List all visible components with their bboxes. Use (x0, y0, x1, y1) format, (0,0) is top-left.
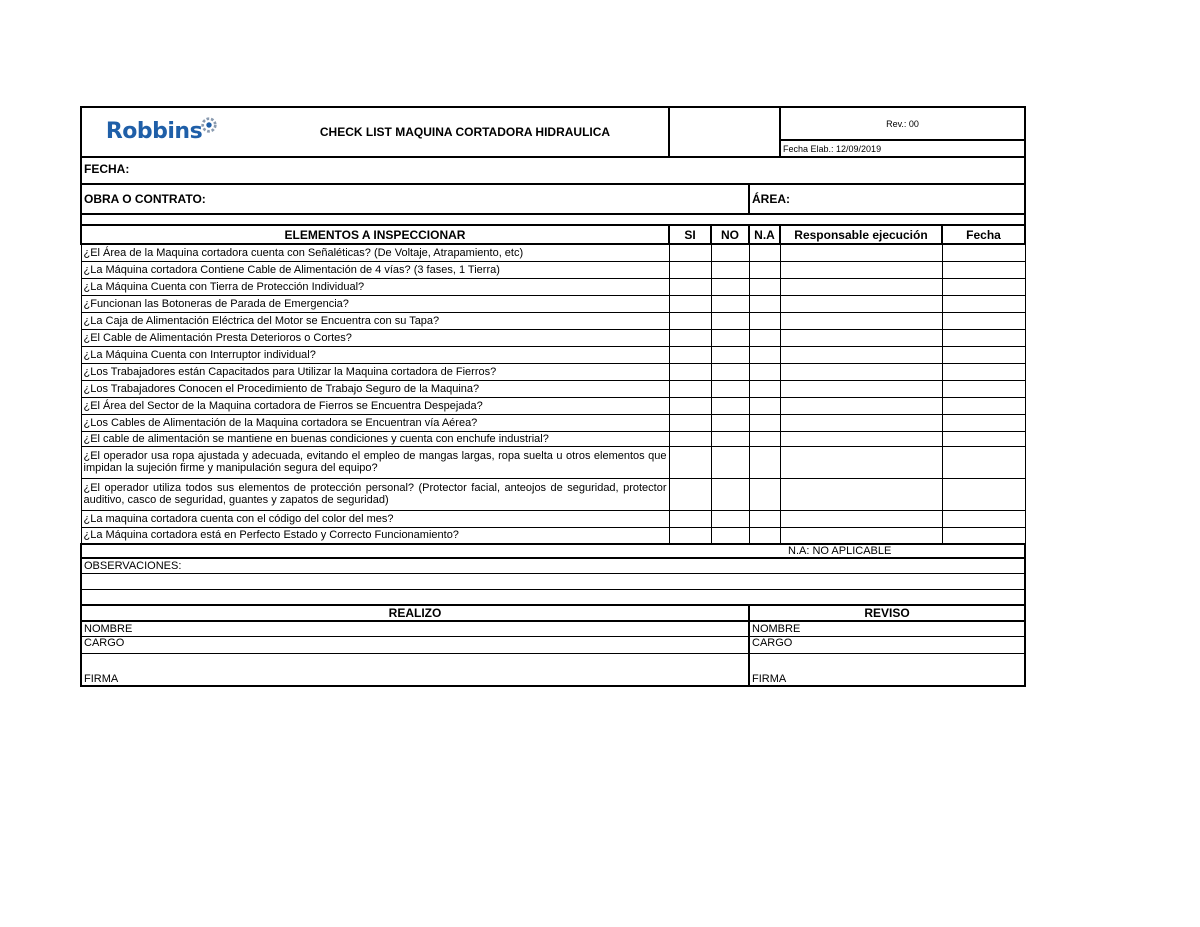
na-note: N.A: NO APLICABLE (780, 544, 1025, 558)
na-cell[interactable] (749, 446, 780, 478)
fecha-cell[interactable] (942, 446, 1025, 478)
na-cell[interactable] (749, 295, 780, 312)
realizo-cargo[interactable]: CARGO (81, 636, 749, 653)
item-question: ¿La Máquina Cuenta con Tierra de Protección Individual? (81, 278, 669, 295)
no-cell[interactable] (711, 346, 749, 363)
na-cell[interactable] (749, 380, 780, 397)
responsable-cell[interactable] (780, 363, 942, 380)
fecha-cell[interactable] (942, 380, 1025, 397)
si-cell[interactable] (669, 446, 711, 478)
item-question: ¿Funcionan las Botoneras de Parada de Emergencia? (81, 295, 669, 312)
fecha-elaboracion: Fecha Elab.: 12/09/2019 (780, 140, 1025, 157)
reviso-firma[interactable]: FIRMA (749, 653, 1025, 686)
col-elementos: ELEMENTOS A INSPECCIONAR (81, 225, 669, 244)
na-cell[interactable] (749, 278, 780, 295)
na-cell[interactable] (749, 414, 780, 431)
item-question: ¿La Máquina cortadora Contiene Cable de Alimentación de 4 vías? (3 fases, 1 Tierra) (81, 261, 669, 278)
na-cell[interactable] (749, 329, 780, 346)
item-question: ¿Los Cables de Alimentación de la Maquina cortadora se Encuentran vía Aérea? (81, 414, 669, 431)
item-question: ¿Los Trabajadores están Capacitados para Utilizar la Maquina cortadora de Fierros? (81, 363, 669, 380)
realizo-title: REALIZO (81, 605, 749, 621)
responsable-cell[interactable] (780, 510, 942, 527)
si-cell[interactable] (669, 312, 711, 329)
table-row (81, 329, 1025, 346)
si-cell[interactable] (669, 510, 711, 527)
obra-contrato-field[interactable]: OBRA O CONTRATO: (81, 184, 749, 214)
responsable-cell[interactable] (780, 261, 942, 278)
fecha-cell[interactable] (942, 527, 1025, 544)
responsable-cell[interactable] (780, 346, 942, 363)
item-question: ¿La Máquina Cuenta con Interruptor individual? (81, 346, 669, 363)
col-responsable: Responsable ejecución (780, 225, 942, 244)
no-cell[interactable] (711, 414, 749, 431)
fecha-cell[interactable] (942, 244, 1025, 261)
responsable-cell[interactable] (780, 397, 942, 414)
fecha-cell[interactable] (942, 295, 1025, 312)
responsable-cell[interactable] (780, 446, 942, 478)
na-cell[interactable] (749, 527, 780, 544)
si-cell[interactable] (669, 478, 711, 510)
no-cell[interactable] (711, 527, 749, 544)
col-fecha: Fecha (942, 225, 1025, 244)
revision-label: Rev.: 00 (780, 107, 1025, 140)
no-cell[interactable] (711, 380, 749, 397)
fecha-cell[interactable] (942, 363, 1025, 380)
no-cell[interactable] (711, 261, 749, 278)
table-row (81, 478, 1025, 510)
fecha-cell[interactable] (942, 261, 1025, 278)
table-row (81, 363, 1025, 380)
na-cell[interactable] (749, 431, 780, 446)
item-question: ¿Los Trabajadores Conocen el Procedimiento de Trabajo Seguro de la Maquina? (81, 380, 669, 397)
header-logo-title (81, 107, 669, 157)
responsable-cell[interactable] (780, 431, 942, 446)
na-cell[interactable] (749, 510, 780, 527)
table-row (81, 446, 1025, 478)
fecha-cell[interactable] (942, 312, 1025, 329)
table-row (81, 414, 1025, 431)
na-cell[interactable] (749, 312, 780, 329)
responsable-cell[interactable] (780, 244, 942, 261)
table-row (81, 346, 1025, 363)
si-cell[interactable] (669, 363, 711, 380)
fecha-cell[interactable] (942, 346, 1025, 363)
reviso-title: REVISO (749, 605, 1025, 621)
table-row (81, 295, 1025, 312)
si-cell[interactable] (669, 527, 711, 544)
responsable-cell[interactable] (780, 278, 942, 295)
no-cell[interactable] (711, 446, 749, 478)
page-title: CHECK LIST MAQUINA CORTADORA HIDRAULICA (319, 125, 611, 139)
no-cell[interactable] (711, 478, 749, 510)
table-row (81, 380, 1025, 397)
item-question: ¿El operador usa ropa ajustada y adecuada, evitando el empleo de mangas largas, ropa suelta u otros elementos que impidan la sujeción firme y manipulación segura del equipo? (81, 446, 669, 478)
table-row (81, 261, 1025, 278)
responsable-cell[interactable] (780, 478, 942, 510)
no-cell[interactable] (711, 431, 749, 446)
responsable-cell[interactable] (780, 380, 942, 397)
observaciones-label: OBSERVACIONES: (81, 558, 1025, 573)
checklist-table (80, 106, 1026, 687)
item-question: ¿El Área del Sector de la Maquina cortadora de Fierros se Encuentra Despejada? (81, 397, 669, 414)
na-note-spacer (81, 544, 780, 558)
brand-name: Robbins (105, 119, 203, 144)
fecha-cell[interactable] (942, 278, 1025, 295)
fecha-cell[interactable] (942, 431, 1025, 446)
si-cell[interactable] (669, 397, 711, 414)
fecha-cell[interactable] (942, 397, 1025, 414)
si-cell[interactable] (669, 431, 711, 446)
table-row (81, 312, 1025, 329)
no-cell[interactable] (711, 329, 749, 346)
fecha-field[interactable]: FECHA: (81, 157, 1025, 184)
si-cell[interactable] (669, 295, 711, 312)
col-na: N.A (749, 225, 780, 244)
table-row (81, 397, 1025, 414)
checklist-sheet (80, 106, 1024, 687)
col-no: NO (711, 225, 749, 244)
fecha-cell[interactable] (942, 329, 1025, 346)
na-cell[interactable] (749, 478, 780, 510)
spacer-row (81, 214, 1025, 225)
fecha-cell[interactable] (942, 510, 1025, 527)
reviso-nombre[interactable]: NOMBRE (749, 621, 1025, 636)
responsable-cell[interactable] (780, 329, 942, 346)
responsable-cell[interactable] (780, 527, 942, 544)
item-question: ¿El Área de la Maquina cortadora cuenta con Señaléticas? (De Voltaje, Atrapamiento, etc) (81, 244, 669, 261)
fecha-cell[interactable] (942, 478, 1025, 510)
responsable-cell[interactable] (780, 312, 942, 329)
item-question: ¿La Caja de Alimentación Eléctrica del Motor se Encuentra con su Tapa? (81, 312, 669, 329)
realizo-firma[interactable]: FIRMA (81, 653, 749, 686)
si-cell[interactable] (669, 278, 711, 295)
si-cell[interactable] (669, 414, 711, 431)
table-row (81, 510, 1025, 527)
header-spacer (669, 107, 780, 157)
si-cell[interactable] (669, 261, 711, 278)
reviso-cargo[interactable]: CARGO (749, 636, 1025, 653)
na-cell[interactable] (749, 244, 780, 261)
responsable-cell[interactable] (780, 414, 942, 431)
observaciones-line[interactable] (81, 573, 1025, 589)
area-field[interactable]: ÁREA: (749, 184, 1025, 214)
item-question: ¿El Cable de Alimentación Presta Deterioros o Cortes? (81, 329, 669, 346)
company-logo (82, 108, 242, 156)
na-cell[interactable] (749, 261, 780, 278)
no-cell[interactable] (711, 510, 749, 527)
table-row (81, 431, 1025, 446)
no-cell[interactable] (711, 312, 749, 329)
na-cell[interactable] (749, 363, 780, 380)
na-cell[interactable] (749, 346, 780, 363)
no-cell[interactable] (711, 295, 749, 312)
fecha-cell[interactable] (942, 414, 1025, 431)
si-cell[interactable] (669, 380, 711, 397)
table-row (81, 278, 1025, 295)
si-cell[interactable] (669, 329, 711, 346)
item-question: ¿El cable de alimentación se mantiene en buenas condiciones y cuenta con enchufe industrial? (81, 431, 669, 446)
item-question: ¿La Máquina cortadora está en Perfecto Estado y Correcto Funcionamiento? (81, 527, 669, 544)
si-cell[interactable] (669, 346, 711, 363)
si-cell[interactable] (669, 244, 711, 261)
no-cell[interactable] (711, 278, 749, 295)
table-row (81, 244, 1025, 261)
responsable-cell[interactable] (780, 295, 942, 312)
item-question: ¿El operador utiliza todos sus elementos de protección personal? (Protector facial, anteojos de seguridad, protector auditivo, casco de seguridad, guantes y zapatos de seguridad) (81, 478, 669, 510)
table-row (81, 527, 1025, 544)
gear-icon (200, 116, 218, 134)
realizo-nombre[interactable]: NOMBRE (81, 621, 749, 636)
no-cell[interactable] (711, 397, 749, 414)
no-cell[interactable] (711, 363, 749, 380)
no-cell[interactable] (711, 244, 749, 261)
observaciones-line[interactable] (81, 589, 1025, 605)
na-cell[interactable] (749, 397, 780, 414)
col-si: SI (669, 225, 711, 244)
item-question: ¿La maquina cortadora cuenta con el código del color del mes? (81, 510, 669, 527)
